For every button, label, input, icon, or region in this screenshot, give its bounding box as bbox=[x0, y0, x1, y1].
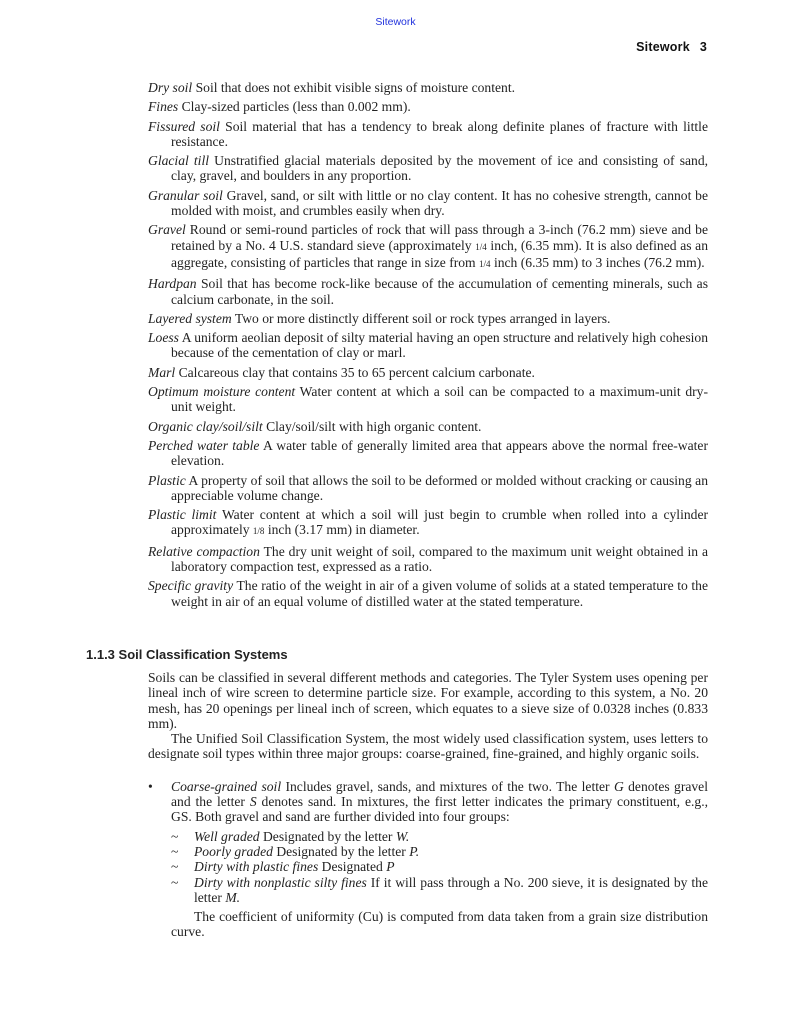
tilde-icon: ~ bbox=[171, 828, 179, 844]
definition-text: Soil material that has a tendency to break along definite planes of fracture with little resistance. bbox=[171, 118, 708, 149]
sub-list-item bbox=[171, 859, 708, 874]
definition-text: inch (3.17 mm) in diameter. bbox=[264, 522, 420, 538]
definition-term: Gravel bbox=[148, 222, 186, 238]
definition-term: Fines bbox=[148, 99, 179, 115]
definition-term: Layered system bbox=[148, 310, 232, 326]
definition-item bbox=[148, 330, 708, 361]
definition-item bbox=[148, 578, 708, 609]
definition-item bbox=[148, 99, 708, 114]
definition-item bbox=[148, 384, 708, 415]
definitions-list bbox=[148, 80, 708, 613]
definition-term: Perched water table bbox=[148, 437, 260, 453]
paragraph: The coefficient of uniformity (Cu) is computed from data taken from a grain size distribution curve. bbox=[171, 909, 708, 940]
definition-text: Clay-sized particles (less than 0.002 mm). bbox=[178, 99, 411, 115]
definition-text: inch, (6.35 mm). It is also defined as an aggregate, consisting of particles that range in size from bbox=[171, 237, 708, 270]
definition-item bbox=[148, 507, 708, 540]
definition-term: Plastic limit bbox=[148, 507, 217, 523]
definition-term: Relative compaction bbox=[148, 543, 260, 559]
running-head bbox=[636, 40, 707, 54]
letter-g: G bbox=[613, 778, 624, 794]
definition-term: Dry soil bbox=[148, 80, 193, 95]
definition-text: A uniform aeolian deposit of silty material having an open structure and relatively high cohesion because of the cementation of clay or marl. bbox=[171, 330, 708, 361]
definition-item bbox=[148, 473, 708, 504]
sub-letter: P. bbox=[409, 843, 420, 859]
bullet-text: Includes gravel, sands, and mixtures of the two. The letter bbox=[281, 778, 614, 794]
sub-term: Poorly graded bbox=[194, 843, 273, 859]
bullet-text: denotes gravel and the letter bbox=[171, 778, 708, 810]
definition-text: The dry unit weight of soil, compared to the maximum unit weight obtained in a laboratory compaction test, expressed as a ratio. bbox=[171, 543, 709, 575]
tilde-icon: ~ bbox=[171, 874, 179, 890]
definition-item bbox=[148, 188, 708, 219]
definition-text: A water table of generally limited area that appears above the normal free-water elevation. bbox=[171, 437, 708, 469]
definition-item bbox=[148, 419, 708, 434]
definition-term: Plastic bbox=[148, 472, 186, 488]
fraction: 1/8 bbox=[252, 526, 265, 537]
definition-item bbox=[148, 153, 708, 184]
section-body bbox=[148, 670, 708, 953]
sub-text: Designated by the letter bbox=[272, 843, 410, 859]
definition-term: Specific gravity bbox=[148, 578, 234, 594]
definition-text: Water content at which a soil can be compacted to a maximum-unit dry-unit weight. bbox=[171, 384, 708, 415]
definition-text: Calcareous clay that contains 35 to 65 percent calcium carbonate. bbox=[175, 364, 535, 380]
sub-letter: M. bbox=[225, 889, 241, 905]
tilde-icon: ~ bbox=[171, 859, 179, 875]
definition-item bbox=[148, 365, 708, 380]
paragraph: The Unified Soil Classification System, the most widely used classification system, uses letters to designate soil types within three major groups: coarse-grained, fine-grained, and highly organic soils. bbox=[148, 731, 708, 762]
definition-term: Optimum moisture content bbox=[148, 384, 296, 400]
bullet-item bbox=[148, 779, 708, 940]
definition-item bbox=[148, 276, 708, 307]
sub-list-item bbox=[171, 844, 708, 859]
bullet-term: Coarse-grained soil bbox=[171, 778, 282, 794]
sub-term: Dirty with nonplastic silty fines bbox=[194, 874, 367, 890]
section-heading: 1.1.3 Soil Classification Systems bbox=[86, 647, 288, 662]
sub-letter: P bbox=[386, 859, 395, 875]
definition-term: Loess bbox=[148, 330, 179, 346]
definition-text: inch (6.35 mm) to 3 inches (76.2 mm). bbox=[490, 254, 705, 270]
definition-text: Soil that has become rock-like because of the accumulation of cementing minerals, such as calcium carbonate, in the soil. bbox=[171, 276, 708, 307]
fraction: 1/4 bbox=[479, 258, 491, 269]
paragraph: Soils can be classified in several different methods and categories. The Tyler System uses opening per lineal inch of wire screen to determine particle size. For example, according to this system, a No. 20 mesh, has 20 openings per lineal inch of screen, which equates to a sieve size of 0.0328 inches (0.833 mm). bbox=[148, 670, 708, 731]
definition-term: Glacial till bbox=[148, 153, 210, 169]
sub-term: Well graded bbox=[194, 828, 260, 844]
definition-item bbox=[148, 80, 708, 95]
sub-list-item bbox=[171, 829, 708, 844]
definition-text: Water content at which a soil will just begin to crumble when rolled into a cylinder approximately bbox=[171, 507, 708, 538]
definition-text: The ratio of the weight in air of a given volume of solids at a stated temperature to the weight in air of an equal volume of distilled water at the stated temperature. bbox=[171, 578, 708, 609]
running-head-section: Sitework bbox=[636, 40, 690, 54]
definition-item bbox=[148, 438, 708, 469]
definition-term: Fissured soil bbox=[148, 118, 220, 134]
bullet-text: denotes sand. In mixtures, the first letter indicates the primary constituent, e.g., GS. Both gravel and sand are further divided into four groups: bbox=[171, 794, 709, 825]
definition-text: Round or semi-round particles of rock that will pass through a 3-inch (76.2 mm) sieve and be retained by a No. 4 U.S. standard sieve (approximately bbox=[171, 222, 708, 253]
fraction: 1/4 bbox=[475, 241, 487, 252]
definition-item bbox=[148, 311, 708, 326]
header-link[interactable]: Sitework bbox=[375, 16, 416, 28]
bullet-icon: • bbox=[148, 778, 153, 794]
definition-text: Unstratified glacial materials deposited by the movement of ice and consisting of sand, clay, gravel, and boulders in any proportion. bbox=[171, 153, 709, 184]
definition-text: Soil that does not exhibit visible signs of moisture content. bbox=[192, 80, 516, 95]
definition-text: A property of soil that allows the soil to be deformed or molded without cracking or causing an appreciable volume change. bbox=[171, 472, 708, 503]
definition-item bbox=[148, 222, 708, 272]
sub-list-item bbox=[171, 875, 708, 906]
definition-text: Clay/soil/silt with high organic content. bbox=[262, 418, 482, 434]
definition-text: Two or more distinctly different soil or rock types arranged in layers. bbox=[231, 310, 611, 326]
definition-term: Granular soil bbox=[148, 187, 223, 203]
tilde-icon: ~ bbox=[171, 843, 179, 859]
definition-term: Organic clay/soil/silt bbox=[148, 418, 263, 434]
definition-term: Marl bbox=[148, 364, 176, 380]
sub-text: Designated by the letter bbox=[259, 828, 396, 844]
sub-text: Designated bbox=[318, 859, 387, 875]
page-number: 3 bbox=[699, 40, 707, 54]
definition-item bbox=[148, 119, 708, 150]
definition-item bbox=[148, 544, 708, 575]
sub-term: Dirty with plastic fines bbox=[194, 859, 319, 875]
sub-text: If it will pass through a No. 200 sieve, it is designated by the letter bbox=[194, 874, 708, 905]
letter-s: S bbox=[249, 794, 257, 810]
definition-term: Hardpan bbox=[148, 276, 197, 292]
definition-text: Gravel, sand, or silt with little or no clay content. It has no cohesive strength, cannot be molded with moist, and crumbles easily when dry. bbox=[171, 187, 708, 219]
sub-letter: W. bbox=[395, 828, 410, 844]
sub-list bbox=[171, 829, 708, 905]
